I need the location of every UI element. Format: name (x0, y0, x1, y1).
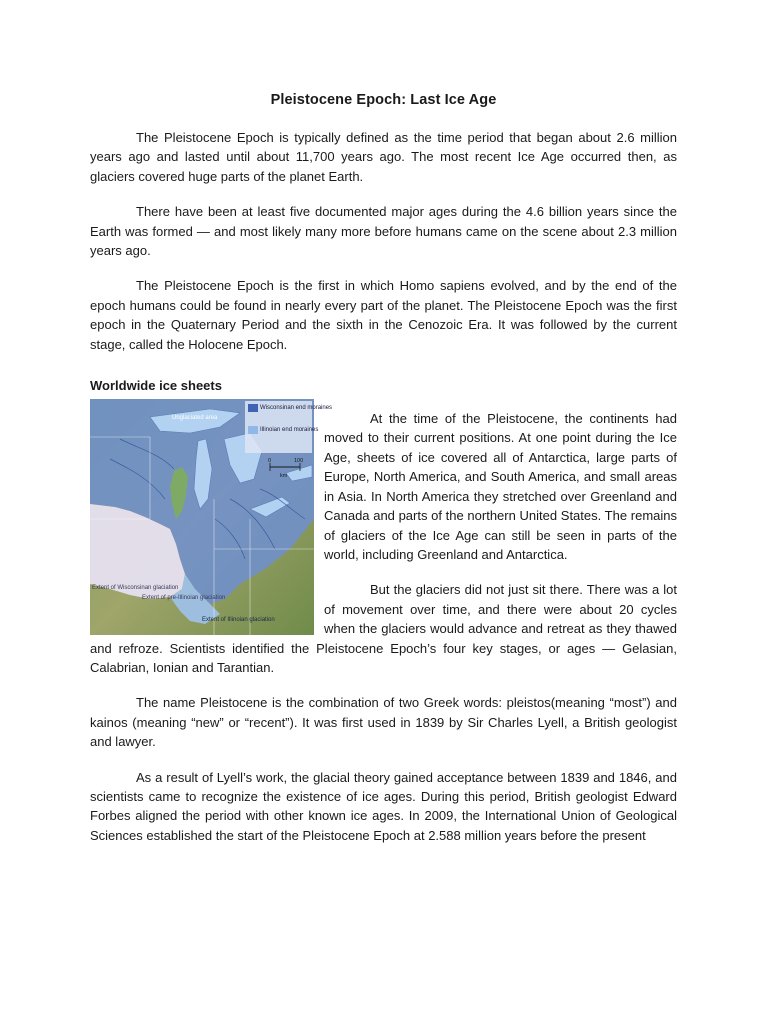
intro-paragraph-3: The Pleistocene Epoch is the first in which Homo sapiens evolved, and by the end of the epoch humans could be found in nearly every part of the planet. The Pleistocene Epoch was the first epoch in the Quaternary Period and the sixth in the Cenozoic Era. It was followed by the current stage, called the Holocene Epoch. (90, 278, 677, 352)
legend-swatch-wisconsinan (248, 404, 258, 412)
scale-label-start: 0 (268, 458, 272, 465)
ice-sheet-map (90, 399, 333, 635)
extent-illinoian-label: Extent of Illinoian glaciation (202, 617, 275, 624)
section-heading: Worldwide ice sheets (90, 378, 222, 394)
closing-paragraph-2: As a result of Lyell’s work, the glacial theory gained acceptance between 1839 and 1846, and scientists came to recognize the existence of ice ages. During this period, British geologist Edward Forbes aligned the period with other known ice ages. In 2009, the International Union of Geological Sciences established the start of the Pleistocene Epoch at 2.588 million years before the present (90, 769, 677, 843)
scale-label-unit: km (280, 473, 288, 480)
legend-swatch-illinoian (248, 426, 258, 434)
legend-label-wisconsinan: Wisconsinan end moraines (260, 405, 333, 412)
extent-wisconsinan-label: Extent of Wisconsinan glaciation (92, 585, 179, 592)
closing-paragraph-1: The name Pleistocene is the combination of two Greek words: pleistos(meaning “most”) and kainos (meaning “new” or “recent”). It was first used in 1839 by Sir Charles Lyell, a British geologist and lawyer. (90, 695, 677, 750)
ice-sheet-map-figure (90, 399, 333, 635)
figure-paragraph-1: At the time of the Pleistocene, the continents had moved to their current positions. At one point during the Ice Age, sheets of ice covered all of Antarctica, large parts of Europe, North America, and South America, and small areas in Asia. In North America they stretched over Greenland and Canada and parts of the northern United States. The remains of glaciers of the Ice Age can still be seen in parts of the world, including Greenland and Antarctica. (324, 411, 677, 562)
document-title: Pleistocene Epoch: Last Ice Age (270, 92, 497, 108)
extent-pre-illinoian-label: Extent of pre-Illinoian glaciation (142, 595, 226, 602)
legend-label-illinoian: Illinoian end moraines (260, 427, 319, 434)
document-page (90, 92, 677, 861)
intro-paragraph-2: There have been at least five documented major ages during the 4.6 billion years since the Earth was formed — and most likely many more before humans came on the scene about 2.3 million years ago. (90, 204, 677, 259)
unglaciated-label: Unglaciated area (172, 415, 218, 422)
intro-paragraph-1: The Pleistocene Epoch is typically defined as the time period that began about 2.6 million years ago and lasted until about 11,700 years ago. The most recent Ice Age occurred then, as glaciers covered huge parts of the planet Earth. (90, 130, 677, 184)
figure-paragraph-2: But the glaciers did not just sit there. There was a lot of movement over time, and there were about 20 cycles when the glaciers would advance and retreat as they thawed and refroze. Scientists identified the Pleistocene Epoch’s four key stages, or ages — Gelasian, Calabrian, Ionian and Tarantian. (90, 582, 677, 675)
scale-label-end: 100 (294, 458, 304, 465)
